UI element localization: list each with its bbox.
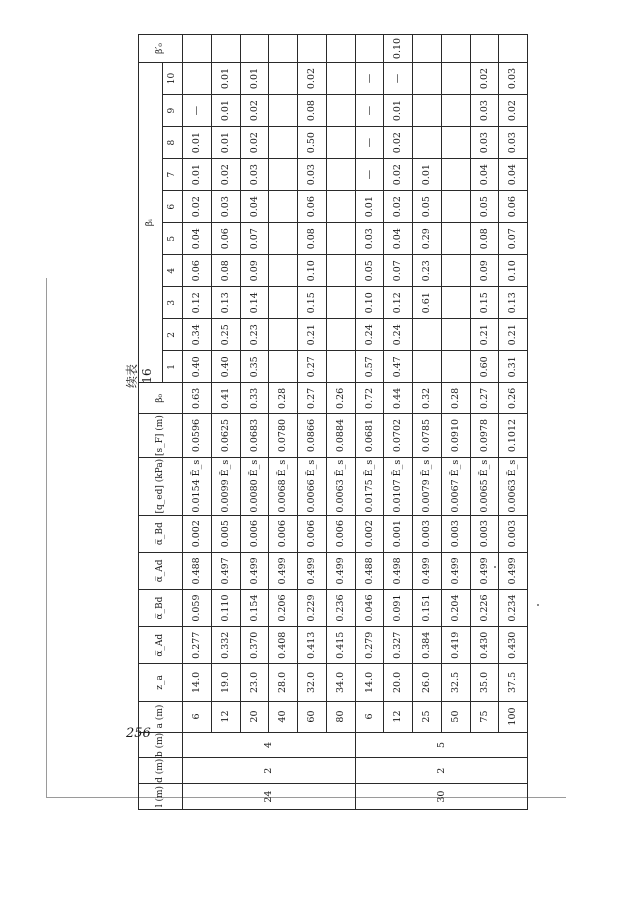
cell-beta-1	[269, 351, 298, 383]
rotated-table-wrapper	[138, 34, 527, 810]
cell-beta-6: 0.05	[413, 191, 442, 223]
cell-alpha-bd: 0.059	[183, 589, 212, 626]
cell-za: 23.0	[240, 664, 269, 701]
cell-alpha-ad: 0.279	[355, 627, 384, 664]
header-a: a (m)	[139, 701, 183, 732]
cell-alpha-ad2: 0.499	[499, 552, 528, 589]
cell-beta0: 0.26	[499, 383, 528, 414]
table-row	[470, 35, 499, 810]
cell-alpha-bd2: 0.002	[355, 515, 384, 552]
cell-beta-1: 0.35	[240, 351, 269, 383]
cell-alpha-ad: 0.408	[269, 627, 298, 664]
header-alpha-bd2: α̅_Bd	[139, 515, 183, 552]
cell-beta-6	[326, 191, 355, 223]
cell-beta0: 0.27	[470, 383, 499, 414]
header-beta0: β₀	[139, 383, 183, 414]
cell-alpha-bd: 0.151	[413, 589, 442, 626]
header-col-6: 6	[163, 191, 183, 223]
cell-beta-4	[441, 255, 470, 287]
header-col-8: 8	[163, 127, 183, 159]
header-col-2: 2	[163, 319, 183, 351]
cell-beta0: 0.44	[384, 383, 413, 414]
cell-alpha-bd: 0.154	[240, 589, 269, 626]
cell-beta0: 0.26	[326, 383, 355, 414]
cell-beta-8	[326, 127, 355, 159]
cell-beta-prime	[499, 35, 528, 63]
cell-d: 2	[183, 758, 356, 784]
header-alpha-ad: α̅_Ad	[139, 627, 183, 664]
cell-beta-7: —	[355, 159, 384, 191]
cell-beta-10	[269, 63, 298, 95]
cell-beta-10	[441, 63, 470, 95]
cell-beta-9	[441, 95, 470, 127]
cell-beta0: 0.63	[183, 383, 212, 414]
cell-alpha-bd: 0.091	[384, 589, 413, 626]
cell-beta-2: 0.24	[355, 319, 384, 351]
cell-alpha-bd2: 0.003	[441, 515, 470, 552]
cell-beta-9	[269, 95, 298, 127]
cell-alpha-bd2: 0.001	[384, 515, 413, 552]
header-q: [q_ed] (kPa)	[139, 457, 183, 515]
cell-beta-9: 0.01	[211, 95, 240, 127]
cell-alpha-bd: 0.110	[211, 589, 240, 626]
cell-za: 20.0	[384, 664, 413, 701]
table-row	[269, 35, 298, 810]
table-body	[183, 35, 528, 810]
cell-alpha-bd: 0.236	[326, 589, 355, 626]
cell-beta-8	[269, 127, 298, 159]
cell-za: 37.5	[499, 664, 528, 701]
cell-q: 0.0099 Ē_s	[211, 457, 240, 515]
cell-q: 0.0065 Ē_s	[470, 457, 499, 515]
cell-alpha-bd2: 0.006	[240, 515, 269, 552]
cell-beta-1: 0.57	[355, 351, 384, 383]
cell-beta-1: 0.31	[499, 351, 528, 383]
cell-beta-6: 0.05	[470, 191, 499, 223]
table-caption: 续表 16	[125, 364, 154, 389]
cell-beta0: 0.27	[298, 383, 327, 414]
cell-beta-4: 0.07	[384, 255, 413, 287]
cell-beta-9	[326, 95, 355, 127]
cell-beta-8: 0.01	[183, 127, 212, 159]
cell-beta0: 0.72	[355, 383, 384, 414]
cell-beta-9	[413, 95, 442, 127]
cell-beta-7	[269, 159, 298, 191]
cell-beta-5: 0.08	[298, 223, 327, 255]
cell-beta-7: 0.04	[470, 159, 499, 191]
cell-beta-4: 0.09	[470, 255, 499, 287]
cell-alpha-bd2: 0.002	[183, 515, 212, 552]
cell-alpha-ad: 0.415	[326, 627, 355, 664]
cell-beta-5: 0.08	[470, 223, 499, 255]
cell-l: 30	[355, 784, 528, 810]
header-za: z_a	[139, 664, 183, 701]
header-d: d (m)	[139, 758, 183, 784]
cell-alpha-bd2: 0.003	[413, 515, 442, 552]
cell-beta-10: 0.01	[211, 63, 240, 95]
cell-beta0: 0.32	[413, 383, 442, 414]
cell-beta-prime	[441, 35, 470, 63]
cell-alpha-ad: 0.413	[298, 627, 327, 664]
cell-za: 32.0	[298, 664, 327, 701]
cell-beta-7: 0.01	[413, 159, 442, 191]
cell-beta-prime: 0.10	[384, 35, 413, 63]
cell-alpha-ad: 0.419	[441, 627, 470, 664]
cell-beta-8	[413, 127, 442, 159]
cell-beta-2	[441, 319, 470, 351]
header-alpha-ad2: α̅_Ad	[139, 552, 183, 589]
cell-q: 0.0063 Ē_s	[326, 457, 355, 515]
header-col-10: 10	[163, 63, 183, 95]
cell-za: 28.0	[269, 664, 298, 701]
cell-s: 0.0596	[183, 414, 212, 457]
cell-beta-2: 0.25	[211, 319, 240, 351]
cell-beta-4	[326, 255, 355, 287]
cell-a: 80	[326, 701, 355, 732]
cell-beta-5: 0.04	[183, 223, 212, 255]
cell-beta-1	[326, 351, 355, 383]
cell-alpha-ad2: 0.488	[355, 552, 384, 589]
cell-beta0: 0.33	[240, 383, 269, 414]
cell-a: 12	[384, 701, 413, 732]
cell-beta-3: 0.10	[355, 287, 384, 319]
cell-beta-2: 0.21	[298, 319, 327, 351]
cell-beta-7: 0.03	[240, 159, 269, 191]
cell-beta-8: 0.02	[240, 127, 269, 159]
cell-alpha-bd: 0.226	[470, 589, 499, 626]
cell-beta-5	[269, 223, 298, 255]
header-col-4: 4	[163, 255, 183, 287]
cell-beta-10: —	[355, 63, 384, 95]
header-col-3: 3	[163, 287, 183, 319]
table-row	[441, 35, 470, 810]
cell-s: 0.0884	[326, 414, 355, 457]
cell-alpha-ad: 0.277	[183, 627, 212, 664]
cell-beta-1	[441, 351, 470, 383]
cell-beta-3: 0.12	[183, 287, 212, 319]
cell-beta-prime	[240, 35, 269, 63]
cell-beta-3	[269, 287, 298, 319]
cell-beta-3	[441, 287, 470, 319]
cell-beta-5	[326, 223, 355, 255]
cell-a: 60	[298, 701, 327, 732]
cell-beta0: 0.28	[441, 383, 470, 414]
cell-q: 0.0067 Ē_s	[441, 457, 470, 515]
cell-beta-5: 0.29	[413, 223, 442, 255]
cell-alpha-ad2: 0.497	[211, 552, 240, 589]
cell-beta-1: 0.40	[211, 351, 240, 383]
cell-beta-prime	[326, 35, 355, 63]
cell-beta-8: 0.01	[211, 127, 240, 159]
cell-beta-7: 0.02	[384, 159, 413, 191]
cell-beta-prime	[269, 35, 298, 63]
cell-q: 0.0154 Ē_s	[183, 457, 212, 515]
cell-beta-3	[326, 287, 355, 319]
cell-beta-10: 0.02	[470, 63, 499, 95]
cell-beta-1: 0.60	[470, 351, 499, 383]
table-row	[298, 35, 327, 810]
cell-beta-8: 0.03	[470, 127, 499, 159]
cell-beta-prime	[470, 35, 499, 63]
cell-beta-2: 0.21	[470, 319, 499, 351]
header-betai: βᵢ	[139, 63, 163, 383]
cell-alpha-ad2: 0.499	[298, 552, 327, 589]
header-l: l (m)	[139, 784, 183, 810]
cell-a: 6	[183, 701, 212, 732]
cell-beta-2	[326, 319, 355, 351]
cell-alpha-bd2: 0.003	[499, 515, 528, 552]
table-row	[326, 35, 355, 810]
table-row	[384, 35, 413, 810]
cell-beta-1: 0.27	[298, 351, 327, 383]
cell-l: 24	[183, 784, 356, 810]
cell-beta-6: 0.03	[211, 191, 240, 223]
cell-alpha-bd2: 0.006	[298, 515, 327, 552]
cell-beta-7: 0.04	[499, 159, 528, 191]
cell-alpha-ad: 0.430	[499, 627, 528, 664]
cell-beta-8: —	[355, 127, 384, 159]
cell-alpha-ad2: 0.488	[183, 552, 212, 589]
cell-beta-4: 0.05	[355, 255, 384, 287]
cell-alpha-bd: 0.204	[441, 589, 470, 626]
cell-beta-1: 0.40	[183, 351, 212, 383]
cell-q: 0.0080 Ē_s	[240, 457, 269, 515]
cell-beta-6	[269, 191, 298, 223]
cell-beta-6: 0.06	[499, 191, 528, 223]
cell-beta-2: 0.24	[384, 319, 413, 351]
cell-alpha-ad: 0.327	[384, 627, 413, 664]
cell-beta0: 0.28	[269, 383, 298, 414]
header-col-9: 9	[163, 95, 183, 127]
cell-a: 40	[269, 701, 298, 732]
cell-za: 14.0	[183, 664, 212, 701]
cell-s: 0.0683	[240, 414, 269, 457]
cell-s: 0.0702	[384, 414, 413, 457]
cell-beta-7: 0.03	[298, 159, 327, 191]
table-row	[240, 35, 269, 810]
cell-alpha-ad: 0.332	[211, 627, 240, 664]
cell-beta-2: 0.23	[240, 319, 269, 351]
cell-beta-10: —	[384, 63, 413, 95]
cell-a: 25	[413, 701, 442, 732]
cell-beta-1: 0.47	[384, 351, 413, 383]
cell-za: 32.5	[441, 664, 470, 701]
cell-beta-7	[441, 159, 470, 191]
cell-q: 0.0068 Ē_s	[269, 457, 298, 515]
table-row	[183, 35, 212, 810]
cell-a: 6	[355, 701, 384, 732]
cell-beta-3: 0.13	[499, 287, 528, 319]
cell-alpha-ad: 0.370	[240, 627, 269, 664]
cell-beta-10: 0.02	[298, 63, 327, 95]
cell-beta-6: 0.06	[298, 191, 327, 223]
cell-beta-9: —	[183, 95, 212, 127]
cell-a: 20	[240, 701, 269, 732]
cell-beta-5	[441, 223, 470, 255]
scan-left-edge	[46, 278, 47, 798]
cell-alpha-bd: 0.206	[269, 589, 298, 626]
cell-alpha-ad2: 0.499	[470, 552, 499, 589]
cell-beta-7: 0.01	[183, 159, 212, 191]
cell-b: 5	[355, 732, 528, 758]
cell-beta-3: 0.14	[240, 287, 269, 319]
cell-q: 0.0066 Ē_s	[298, 457, 327, 515]
cell-beta-9: 0.03	[470, 95, 499, 127]
scan-speck	[537, 604, 539, 606]
cell-alpha-ad2: 0.499	[441, 552, 470, 589]
cell-q: 0.0079 Ē_s	[413, 457, 442, 515]
header-s: [s_F] (m)	[139, 414, 183, 457]
cell-beta-9: 0.02	[240, 95, 269, 127]
cell-za: 26.0	[413, 664, 442, 701]
cell-beta-10: 0.01	[240, 63, 269, 95]
cell-s: 0.0978	[470, 414, 499, 457]
cell-b: 4	[183, 732, 356, 758]
cell-s: 0.0910	[441, 414, 470, 457]
cell-alpha-ad2: 0.498	[384, 552, 413, 589]
cell-beta-5: 0.07	[499, 223, 528, 255]
cell-beta-9: 0.02	[499, 95, 528, 127]
table-row	[499, 35, 528, 810]
cell-beta-4	[269, 255, 298, 287]
cell-beta-9: —	[355, 95, 384, 127]
cell-beta-2	[413, 319, 442, 351]
header-col-1: 1	[163, 351, 183, 383]
cell-beta-10	[326, 63, 355, 95]
cell-s: 0.0785	[413, 414, 442, 457]
cell-za: 35.0	[470, 664, 499, 701]
cell-alpha-ad2: 0.499	[240, 552, 269, 589]
cell-beta0: 0.41	[211, 383, 240, 414]
cell-beta-3: 0.12	[384, 287, 413, 319]
cell-d: 2	[355, 758, 528, 784]
cell-beta-4: 0.06	[183, 255, 212, 287]
cell-beta-prime	[355, 35, 384, 63]
cell-za: 14.0	[355, 664, 384, 701]
cell-alpha-bd2: 0.006	[269, 515, 298, 552]
cell-za: 34.0	[326, 664, 355, 701]
header-alpha-bd: α̅_Bd	[139, 589, 183, 626]
cell-beta-10	[183, 63, 212, 95]
cell-alpha-bd: 0.046	[355, 589, 384, 626]
cell-alpha-bd2: 0.005	[211, 515, 240, 552]
cell-beta-7	[326, 159, 355, 191]
cell-beta-1	[413, 351, 442, 383]
cell-beta-prime	[211, 35, 240, 63]
cell-beta-2: 0.21	[499, 319, 528, 351]
table-row	[211, 35, 240, 810]
cell-beta-4: 0.23	[413, 255, 442, 287]
cell-alpha-ad2: 0.499	[326, 552, 355, 589]
header-b: b (m)	[139, 732, 183, 758]
cell-beta-5: 0.07	[240, 223, 269, 255]
cell-beta-6: 0.02	[183, 191, 212, 223]
table-row	[355, 35, 384, 810]
cell-beta-3: 0.15	[298, 287, 327, 319]
cell-beta-4: 0.09	[240, 255, 269, 287]
header-col-5: 5	[163, 223, 183, 255]
page-number: 256	[126, 726, 151, 741]
cell-q: 0.0175 Ē_s	[355, 457, 384, 515]
cell-a: 12	[211, 701, 240, 732]
cell-beta-6: 0.04	[240, 191, 269, 223]
cell-q: 0.0063 Ē_s	[499, 457, 528, 515]
cell-s: 0.1012	[499, 414, 528, 457]
cell-q: 0.0107 Ē_s	[384, 457, 413, 515]
cell-beta-6: 0.01	[355, 191, 384, 223]
cell-beta-4: 0.08	[211, 255, 240, 287]
data-table	[138, 34, 528, 810]
cell-alpha-ad2: 0.499	[413, 552, 442, 589]
cell-beta-8: 0.50	[298, 127, 327, 159]
cell-alpha-ad2: 0.499	[269, 552, 298, 589]
cell-alpha-bd2: 0.006	[326, 515, 355, 552]
cell-beta-9: 0.01	[384, 95, 413, 127]
cell-beta-7: 0.02	[211, 159, 240, 191]
cell-beta-6: 0.02	[384, 191, 413, 223]
cell-a: 50	[441, 701, 470, 732]
table-row	[413, 35, 442, 810]
cell-s: 0.0625	[211, 414, 240, 457]
cell-beta-prime	[413, 35, 442, 63]
cell-beta-9: 0.08	[298, 95, 327, 127]
cell-beta-3: 0.15	[470, 287, 499, 319]
cell-beta-2	[269, 319, 298, 351]
cell-alpha-ad: 0.384	[413, 627, 442, 664]
cell-alpha-bd: 0.229	[298, 589, 327, 626]
cell-beta-4: 0.10	[298, 255, 327, 287]
cell-s: 0.0681	[355, 414, 384, 457]
cell-beta-4: 0.10	[499, 255, 528, 287]
cell-beta-8: 0.02	[384, 127, 413, 159]
cell-beta-5: 0.04	[384, 223, 413, 255]
cell-beta-3: 0.13	[211, 287, 240, 319]
cell-a: 75	[470, 701, 499, 732]
header-beta-prime: β′₀	[139, 35, 183, 63]
cell-beta-8: 0.03	[499, 127, 528, 159]
cell-beta-3: 0.61	[413, 287, 442, 319]
cell-beta-6	[441, 191, 470, 223]
cell-s: 0.0780	[269, 414, 298, 457]
cell-a: 100	[499, 701, 528, 732]
cell-za: 19.0	[211, 664, 240, 701]
cell-alpha-bd: 0.234	[499, 589, 528, 626]
cell-beta-5: 0.03	[355, 223, 384, 255]
cell-beta-10	[413, 63, 442, 95]
header-col-7: 7	[163, 159, 183, 191]
cell-s: 0.0866	[298, 414, 327, 457]
cell-beta-prime	[298, 35, 327, 63]
cell-alpha-bd2: 0.003	[470, 515, 499, 552]
cell-alpha-ad: 0.430	[470, 627, 499, 664]
cell-beta-5: 0.06	[211, 223, 240, 255]
cell-beta-8	[441, 127, 470, 159]
cell-beta-prime	[183, 35, 212, 63]
cell-beta-10: 0.03	[499, 63, 528, 95]
cell-beta-2: 0.34	[183, 319, 212, 351]
